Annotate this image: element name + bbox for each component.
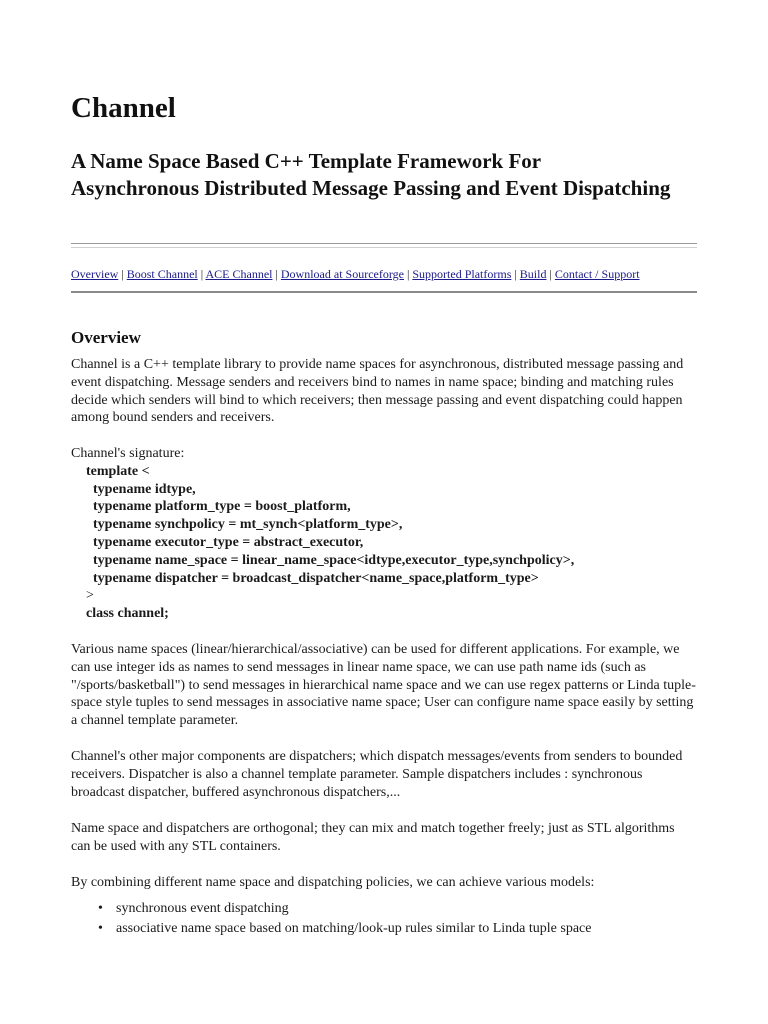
signature-line [71, 552, 697, 570]
signature-block [71, 445, 697, 623]
namespaces-paragraph: Various name spaces (linear/hierarchical/associative) can be used for different applications. For example, we can use integer ids as names to send messages in linear name space, we can use path name ids (such as "/sports/basketball") to send messages in hierarchical name space and we can use regex patterns or Linda tuple-space style tuples to send messages in associative name space; User can configure name space easily by setting a channel template parameter. [71, 642, 696, 729]
nav-separator: | [118, 267, 127, 281]
signature-code-text: typename platform_type = boost_platform, [93, 499, 351, 515]
signature-code [71, 463, 697, 623]
signature-line [71, 516, 697, 534]
signature-line [71, 570, 697, 588]
nav-separator: | [511, 267, 520, 281]
nav-bar [71, 266, 697, 282]
nav-link-supported-platforms[interactable]: Supported Platforms [412, 267, 512, 281]
signature-line [71, 534, 697, 552]
nav-separator: | [546, 267, 555, 281]
dispatchers-paragraph: Channel's other major components are dispatchers; which dispatch messages/events from senders to bounded receivers. Dispatcher is also a channel template parameter. Sample dispatchers includes : synchronous broadcast dispatcher, buffered asynchronous dispatchers,... [71, 749, 683, 800]
signature-label: Channel's signature: [71, 446, 185, 461]
nav-divider [71, 291, 697, 293]
signature-code-text: typename idtype, [93, 481, 196, 497]
nav-link-download[interactable]: Download at Sourceforge [280, 267, 404, 281]
signature-code-text: template < [86, 463, 150, 479]
page-subtitle: A Name Space Based C++ Template Framework For Asynchronous Distributed Message Passing and Event Dispatching [71, 149, 671, 200]
nav-link-overview[interactable]: Overview [71, 267, 119, 281]
nav-separator: | [403, 267, 413, 281]
signature-line [71, 463, 697, 481]
models-list [71, 899, 591, 939]
signature-line [71, 587, 697, 605]
section-heading-overview: Overview [71, 328, 141, 347]
nav-link-build[interactable]: Build [519, 267, 547, 281]
list-item-text: associative name space based on matching/look-up rules similar to Linda tuple space [116, 921, 592, 936]
signature-code-text: typename synchpolicy = mt_synch<platform_type>, [93, 517, 403, 533]
list-item [71, 919, 591, 939]
signature-line [71, 481, 697, 499]
nav-link-ace-channel[interactable]: ACE Channel [205, 267, 273, 281]
intro-paragraph: Channel is a C++ template library to provide name spaces for asynchronous, distributed message passing and event dispatching. Message senders and receivers bind to names in name space; binding and matching rules decide which senders will bind to which receivers; then message passing and event dispatching could happen among bound senders and receivers. [71, 357, 684, 426]
orthogonal-paragraph: Name space and dispatchers are orthogonal; they can mix and match together freely; just as STL algorithms can be used with any STL containers. [71, 821, 675, 854]
page-title: Channel [71, 92, 176, 124]
bullet-icon: • [98, 921, 103, 936]
list-item-text: synchronous event dispatching [116, 901, 289, 916]
double-divider [71, 243, 697, 248]
nav-link-contact-support[interactable]: Contact / Support [554, 267, 640, 281]
signature-code-text: typename name_space = linear_name_space<idtype,executor_type,synchpolicy>, [93, 552, 575, 568]
nav-separator: | [197, 267, 206, 281]
bullet-icon: • [98, 901, 103, 916]
signature-code-text: typename dispatcher = broadcast_dispatcher<name_space,platform_type> [93, 570, 539, 586]
signature-line [71, 498, 697, 516]
signature-line [71, 605, 697, 623]
models-paragraph: By combining different name space and dispatching policies, we can achieve various models: [71, 875, 595, 890]
nav-link-boost-channel[interactable]: Boost Channel [126, 267, 198, 281]
signature-code-text: class channel; [86, 606, 169, 622]
signature-code-text: typename executor_type = abstract_executor, [93, 534, 364, 550]
list-item [71, 899, 591, 919]
nav-separator: | [272, 267, 281, 281]
signature-code-text: > [86, 588, 94, 604]
